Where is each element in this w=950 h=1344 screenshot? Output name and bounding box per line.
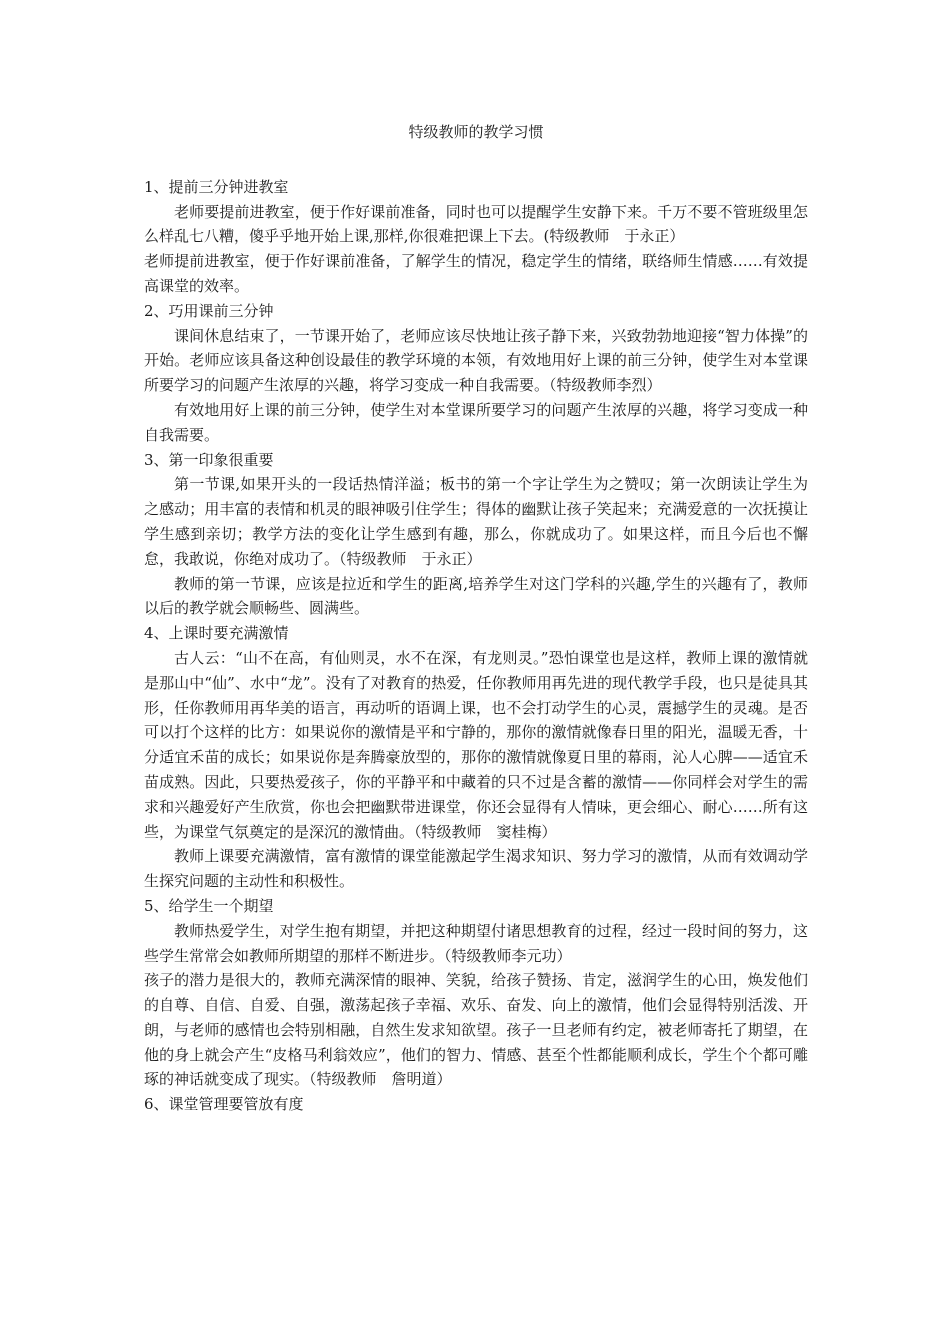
paragraph: 教师的第一节课，应该是拉近和学生的距离,培养学生对这门学科的兴趣,学生的兴趣有了，教师以后的教学就会顺畅些、圆满些。 (144, 574, 808, 618)
document-body (144, 175, 808, 1117)
paragraph: 教师热爱学生，对学生抱有期望，并把这种期望付诸思想教育的过程，经过一段时间的努力，这些学生常常会如教师所期望的那样不断进步。（特级教师李元功） (144, 921, 808, 965)
document-title: 特级教师的教学习惯 (408, 123, 544, 141)
paragraph: 第一节课,如果开头的一段话热情洋溢；板书的第一个字让学生为之赞叹；第一次朗读让学生为之感动；用丰富的表情和机灵的眼神吸引住学生；得体的幽默让孩子笑起来；充满爱意的一次抚摸让学生感到亲切；教学方法的变化让学生感到有趣，那么，你就成功了。如果这样，而且今后也不懈怠，我敢说，你绝对成功了。（特级教师 于永正） (144, 475, 808, 568)
section-heading: 6、课堂管理要管放有度 (144, 1095, 304, 1114)
paragraph: 老师提前进教室，便于作好课前准备，了解学生的情况，稳定学生的情绪，联络师生情感……有效提高课堂的效率。 (144, 252, 808, 295)
section-heading: 1、提前三分钟进教室 (144, 177, 289, 196)
section-heading: 4、上课时要充满激情 (144, 624, 289, 643)
paragraph: 教师上课要充满激情，富有激情的课堂能激起学生渴求知识、努力学习的激情，从而有效调动学生探究问题的主动性和积极性。 (144, 847, 808, 891)
paragraph: 孩子的潜力是很大的，教师充满深情的眼神、笑貌，给孩子赞扬、肯定，滋润学生的心田，焕发他们的自尊、自信、自爱、自强，激荡起孩子幸福、欢乐、奋发、向上的激情，他们会显得特别活泼、开朗，与老师的感情也会特别相融，自然生发求知欲望。孩子一旦老师有约定，被老师寄托了期望，在他的身上就会产生“皮格马利翁效应”，他们的智力、情感、甚至个性都能顺利成长，学生个个都可雕琢的神话就变成了现实。（特级教师 詹明道） (144, 971, 808, 1089)
paragraph: 老师要提前进教室，便于作好课前准备，同时也可以提醒学生安静下来。千万不要不管班级里怎么样乱七八糟，傻乎乎地开始上课,那样,你很难把课上下去。(特级教师 于永正） (144, 202, 808, 246)
section-heading: 5、给学生一个期望 (144, 896, 274, 915)
paragraph: 有效地用好上课的前三分钟，使学生对本堂课所要学习的问题产生浓厚的兴趣，将学习变成一种自我需要。 (144, 400, 808, 444)
paragraph: 课间休息结束了，一节课开始了，老师应该尽快地让孩子静下来，兴致勃勃地迎接“智力体操”的开始。老师应该具备这种创设最佳的教学环境的本领，有效地用好上课的前三分钟，使学生对本堂课所要学习的问题产生浓厚的兴趣，将学习变成一种自我需要。（特级教师李烈） (144, 326, 808, 395)
paragraph: 古人云：“山不在高，有仙则灵，水不在深，有龙则灵。”恐怕课堂也是这样，教师上课的激情就是那山中“仙”、水中“龙”。没有了对教育的热爱，任你教师用再先进的现代教学手段，也只是徒具其形，任你教师用再华美的语言，再动听的语调上课，也不会打动学生的心灵，震撼学生的灵魂。是否可以打个这样的比方：如果说你的激情是平和宁静的，那你的激情就像春日里的阳光，温暖无香，十分适宜禾苗的成长；如果说你是奔腾豪放型的，那你的激情就像夏日里的幕雨，沁人心脾——适宜禾苗成熟。因此，只要热爱孩子，你的平静平和中藏着的只不过是含蓄的激情——你同样会对学生的需求和兴趣爱好产生欣赏，你也会把幽默带进课堂，你还会显得有人情味，更会细心、耐心……所有这些，为课堂气氛奠定的是深沉的激情曲。（特级教师 窦桂梅） (144, 648, 808, 841)
section-heading: 2、巧用课前三分钟 (144, 301, 274, 320)
document-page (144, 120, 808, 1117)
section-heading: 3、第一印象很重要 (144, 450, 274, 469)
